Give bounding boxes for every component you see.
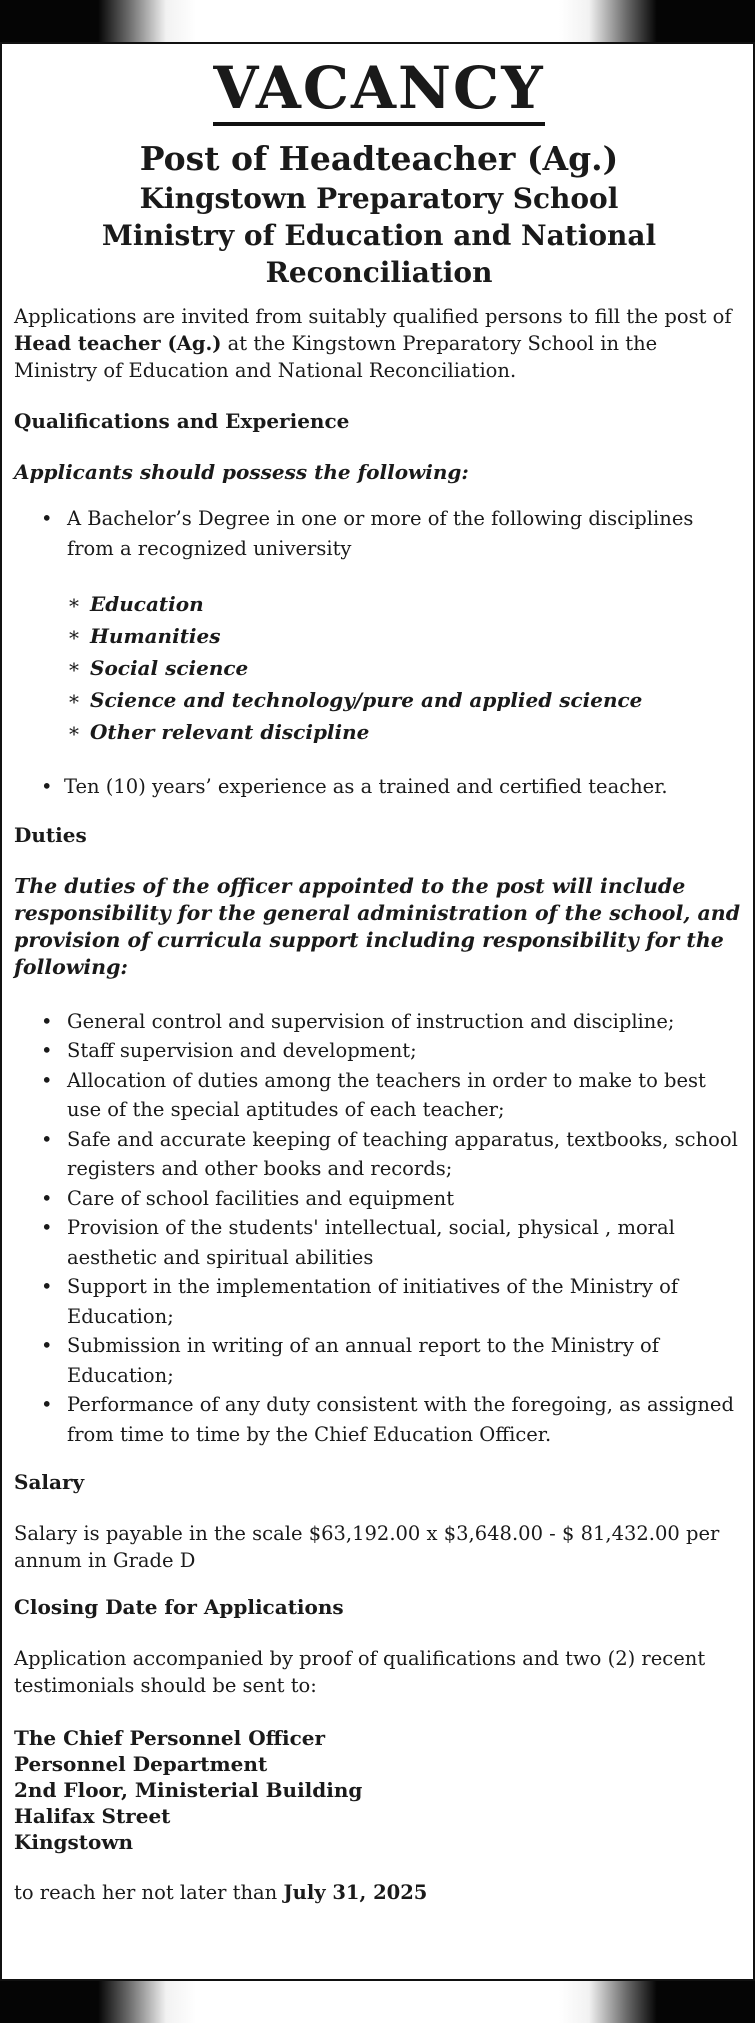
bullet-icon: •: [41, 775, 53, 798]
bullet-icon: •: [41, 1186, 53, 1210]
duties-heading: Duties: [14, 822, 87, 847]
notice-content: [14, 44, 744, 1906]
intro-post-name: Head teacher (Ag.): [14, 332, 222, 355]
list-item: • Care of school facilities and equipment: [14, 1184, 744, 1214]
deadline-date: July 31, 2025: [283, 1881, 428, 1904]
top-decorative-bar: [0, 0, 755, 42]
asterisk-icon: *: [69, 626, 79, 650]
school-name: Kingstown Preparatory School: [139, 182, 619, 215]
address-line: Personnel Department: [14, 1752, 268, 1776]
closing-heading: Closing Date for Applications: [14, 1595, 344, 1619]
disciplines-list: [14, 588, 744, 748]
list-item: • Staff supervision and development;: [14, 1036, 744, 1066]
list-item: • Submission in writing of an annual report to the Ministry of Education;: [14, 1331, 744, 1390]
list-item: * Other relevant discipline: [14, 716, 744, 748]
mailing-address: [14, 1725, 744, 1855]
bullet-icon: •: [41, 1334, 53, 1357]
bullet-icon: •: [41, 1275, 53, 1298]
asterisk-icon: *: [69, 658, 79, 682]
asterisk-icon: *: [69, 594, 79, 618]
degree-list: [14, 504, 744, 563]
bullet-icon: •: [41, 1216, 53, 1239]
address-line: 2nd Floor, Ministerial Building: [14, 1778, 363, 1802]
list-item: * Humanities: [14, 620, 744, 652]
duties-list: [14, 1007, 744, 1450]
list-item: • Provision of the students' intellectual, social, physical , moral aesthetic and spiritual abilities: [14, 1213, 744, 1272]
asterisk-icon: *: [69, 722, 79, 746]
list-item: • Performance of any duty consistent with the foregoing, as assigned from time to time by the Chief Education Officer.: [14, 1390, 744, 1449]
intro-paragraph: Applications are invited from suitably qualified persons to fill the post of Head teacher (Ag.) at the Kingstown Preparatory School in the Ministry of Education and National Reconciliation.: [14, 305, 732, 382]
list-item: • A Bachelor’s Degree in one or more of the following disciplines from a recognized university: [14, 504, 744, 563]
list-item: • General control and supervision of instruction and discipline;: [14, 1007, 744, 1037]
salary-heading: Salary: [14, 1470, 85, 1494]
bullet-icon: •: [41, 1068, 53, 1092]
qualifications-lead: Applicants should possess the following:: [14, 460, 469, 484]
bottom-decorative-bar: [0, 1981, 755, 2023]
address-line: Kingstown: [14, 1830, 134, 1854]
list-item: • Support in the implementation of initiatives of the Ministry of Education;: [14, 1272, 744, 1331]
list-item: • Allocation of duties among the teachers in order to make to best use of the special aptitudes of each teacher;: [14, 1066, 744, 1125]
bullet-icon: •: [41, 1009, 53, 1033]
closing-text: Application accompanied by proof of qualifications and two (2) recent testimonials should be sent to:: [14, 1647, 706, 1697]
bullet-icon: •: [41, 1127, 53, 1151]
list-item: • Safe and accurate keeping of teaching apparatus, textbooks, school registers and other books and records;: [14, 1125, 744, 1184]
address-line: Halifax Street: [14, 1804, 171, 1828]
qualifications-heading: Qualifications and Experience: [14, 409, 350, 433]
duties-lead: The duties of the officer appointed to the post will include responsibility for the general administration of the school, and provision of curricula support including responsibility for the following:: [14, 873, 741, 979]
experience-list: [14, 772, 744, 802]
list-item: * Education: [14, 588, 744, 620]
bullet-icon: •: [41, 1039, 53, 1062]
post-title: Post of Headteacher (Ag.): [139, 139, 619, 178]
ministry-line-1: Ministry of Education and National: [101, 219, 657, 252]
bullet-icon: •: [41, 507, 53, 530]
asterisk-icon: *: [69, 690, 79, 714]
list-item: * Social science: [14, 652, 744, 684]
list-item: * Science and technology/pure and applied science: [14, 684, 744, 716]
salary-text: Salary is payable in the scale $63,192.00 x $3,648.00 - $ 81,432.00 per annum in Grade D: [14, 1522, 720, 1572]
deadline-text: to reach her not later than July 31, 2025: [14, 1881, 428, 1904]
vacancy-notice: [0, 42, 755, 1981]
bullet-icon: •: [41, 1393, 53, 1416]
vacancy-headline: VACANCY: [14, 54, 744, 122]
list-item: • Ten (10) years’ experience as a trained and certified teacher.: [14, 772, 744, 802]
ministry-line-2: Reconciliation: [265, 256, 493, 289]
address-line: The Chief Personnel Officer: [14, 1726, 326, 1750]
